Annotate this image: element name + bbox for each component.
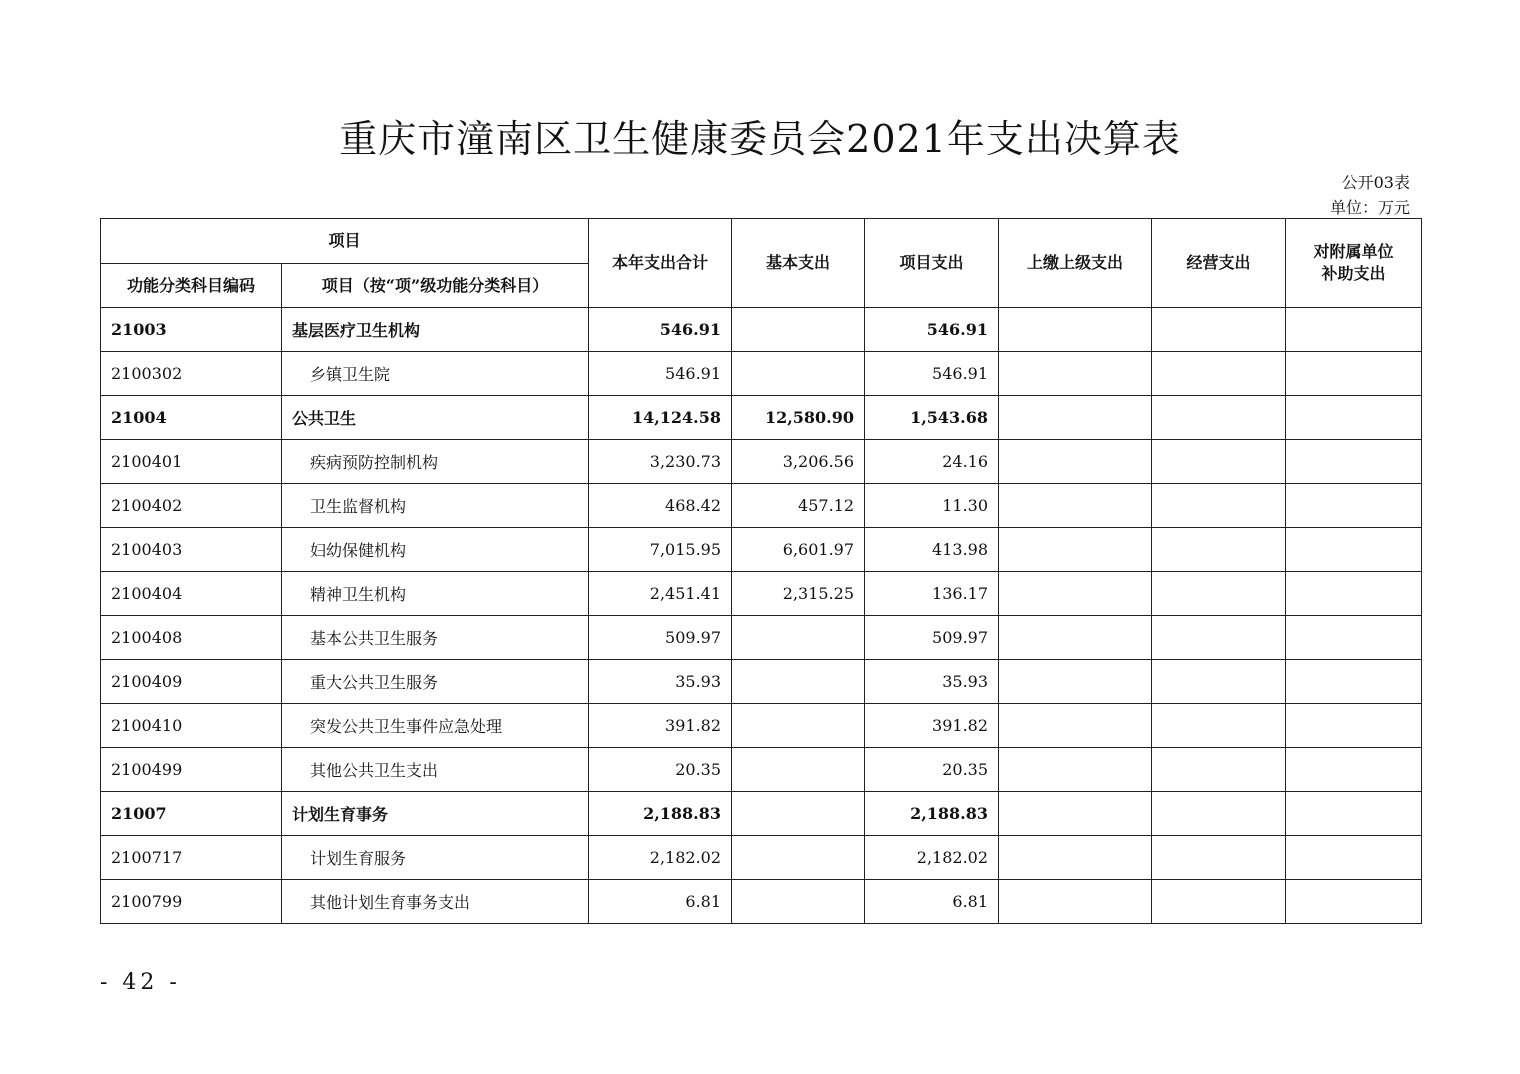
- cell-project: 35.93: [865, 660, 999, 704]
- cell-total: 3,230.73: [589, 440, 732, 484]
- cell-upper: [999, 704, 1152, 748]
- table-row: [101, 440, 1422, 484]
- cell-project: 2,188.83: [865, 792, 999, 836]
- cell-business: [1152, 484, 1286, 528]
- cell-name: 突发公共卫生事件应急处理: [282, 704, 589, 748]
- cell-business: [1152, 308, 1286, 352]
- cell-business: [1152, 616, 1286, 660]
- unit-label: 单位：万元: [1329, 198, 1410, 217]
- table-body: [101, 308, 1422, 924]
- cell-name: 疾病预防控制机构: [282, 440, 589, 484]
- cell-code: 2100402: [101, 484, 282, 528]
- header-project: 项目: [101, 219, 589, 264]
- cell-code: 2100799: [101, 880, 282, 924]
- cell-basic: 3,206.56: [732, 440, 865, 484]
- header-subsidy-line2: 补助支出: [1321, 264, 1386, 283]
- cell-project: 413.98: [865, 528, 999, 572]
- cell-name: 基层医疗卫生机构: [282, 308, 589, 352]
- cell-business: [1152, 528, 1286, 572]
- cell-name: 卫生监督机构: [282, 484, 589, 528]
- cell-subsidy: [1286, 880, 1422, 924]
- cell-project: 11.30: [865, 484, 999, 528]
- cell-basic: 457.12: [732, 484, 865, 528]
- cell-business: [1152, 660, 1286, 704]
- cell-basic: [732, 792, 865, 836]
- cell-total: 7,015.95: [589, 528, 732, 572]
- header-basic: 基本支出: [732, 219, 865, 308]
- table-row: [101, 748, 1422, 792]
- cell-subsidy: [1286, 792, 1422, 836]
- cell-project: 20.35: [865, 748, 999, 792]
- table-row: [101, 352, 1422, 396]
- cell-name: 计划生育事务: [282, 792, 589, 836]
- cell-business: [1152, 352, 1286, 396]
- cell-subsidy: [1286, 352, 1422, 396]
- cell-project: 6.81: [865, 880, 999, 924]
- cell-code: 2100410: [101, 704, 282, 748]
- cell-business: [1152, 396, 1286, 440]
- cell-total: 468.42: [589, 484, 732, 528]
- cell-subsidy: [1286, 660, 1422, 704]
- table-row: [101, 792, 1422, 836]
- table-row: [101, 308, 1422, 352]
- cell-name: 其他公共卫生支出: [282, 748, 589, 792]
- cell-project: 1,543.68: [865, 396, 999, 440]
- cell-name: 计划生育服务: [282, 836, 589, 880]
- cell-basic: 12,580.90: [732, 396, 865, 440]
- cell-upper: [999, 792, 1152, 836]
- cell-basic: 6,601.97: [732, 528, 865, 572]
- cell-code: 2100302: [101, 352, 282, 396]
- table-row: [101, 704, 1422, 748]
- header-total: 本年支出合计: [589, 219, 732, 308]
- cell-code: 2100409: [101, 660, 282, 704]
- cell-name: 其他计划生育事务支出: [282, 880, 589, 924]
- cell-name: 公共卫生: [282, 396, 589, 440]
- cell-upper: [999, 440, 1152, 484]
- cell-subsidy: [1286, 396, 1422, 440]
- cell-business: [1152, 572, 1286, 616]
- cell-basic: [732, 660, 865, 704]
- cell-code: 2100499: [101, 748, 282, 792]
- cell-project: 136.17: [865, 572, 999, 616]
- header-subsidy-line1: 对附属单位: [1313, 242, 1394, 261]
- cell-upper: [999, 572, 1152, 616]
- cell-code: 2100403: [101, 528, 282, 572]
- cell-project: 2,182.02: [865, 836, 999, 880]
- cell-upper: [999, 660, 1152, 704]
- cell-business: [1152, 792, 1286, 836]
- cell-total: 14,124.58: [589, 396, 732, 440]
- cell-code: 21007: [101, 792, 282, 836]
- cell-code: 21004: [101, 396, 282, 440]
- header-subsidy: [1286, 219, 1422, 308]
- table-row: [101, 484, 1422, 528]
- cell-basic: [732, 748, 865, 792]
- cell-subsidy: [1286, 440, 1422, 484]
- cell-subsidy: [1286, 748, 1422, 792]
- cell-name: 基本公共卫生服务: [282, 616, 589, 660]
- cell-basic: [732, 616, 865, 660]
- cell-upper: [999, 616, 1152, 660]
- cell-business: [1152, 704, 1286, 748]
- cell-project: 546.91: [865, 308, 999, 352]
- cell-total: 2,182.02: [589, 836, 732, 880]
- cell-subsidy: [1286, 528, 1422, 572]
- cell-basic: [732, 704, 865, 748]
- expenditure-table: [100, 218, 1422, 924]
- cell-subsidy: [1286, 836, 1422, 880]
- cell-upper: [999, 396, 1152, 440]
- cell-total: 509.97: [589, 616, 732, 660]
- cell-subsidy: [1286, 572, 1422, 616]
- cell-basic: 2,315.25: [732, 572, 865, 616]
- cell-project: 546.91: [865, 352, 999, 396]
- table-row: [101, 880, 1422, 924]
- cell-total: 20.35: [589, 748, 732, 792]
- cell-subsidy: [1286, 616, 1422, 660]
- cell-total: 6.81: [589, 880, 732, 924]
- cell-business: [1152, 836, 1286, 880]
- cell-upper: [999, 308, 1152, 352]
- cell-code: 21003: [101, 308, 282, 352]
- cell-basic: [732, 880, 865, 924]
- header-business: 经营支出: [1152, 219, 1286, 308]
- cell-total: 2,188.83: [589, 792, 732, 836]
- header-code: 功能分类科目编码: [101, 264, 282, 308]
- cell-total: 546.91: [589, 308, 732, 352]
- cell-basic: [732, 308, 865, 352]
- header-project-expenditure: 项目支出: [865, 219, 999, 308]
- cell-total: 2,451.41: [589, 572, 732, 616]
- cell-business: [1152, 748, 1286, 792]
- table-row: [101, 528, 1422, 572]
- form-number: 公开03表: [1341, 173, 1410, 192]
- cell-code: 2100404: [101, 572, 282, 616]
- cell-total: 35.93: [589, 660, 732, 704]
- table-row: [101, 660, 1422, 704]
- table-row: [101, 616, 1422, 660]
- header-name: 项目（按“项”级功能分类科目）: [282, 264, 589, 308]
- cell-upper: [999, 352, 1152, 396]
- cell-project: 24.16: [865, 440, 999, 484]
- cell-name: 精神卫生机构: [282, 572, 589, 616]
- table-row: [101, 396, 1422, 440]
- cell-upper: [999, 484, 1152, 528]
- cell-subsidy: [1286, 484, 1422, 528]
- cell-name: 妇幼保健机构: [282, 528, 589, 572]
- cell-upper: [999, 748, 1152, 792]
- table-row: [101, 836, 1422, 880]
- page-title: 重庆市潼南区卫生健康委员会2021年支出决算表: [339, 117, 1181, 161]
- cell-business: [1152, 440, 1286, 484]
- cell-business: [1152, 880, 1286, 924]
- header-upper-payment: 上缴上级支出: [999, 219, 1152, 308]
- cell-project: 509.97: [865, 616, 999, 660]
- cell-upper: [999, 528, 1152, 572]
- cell-total: 391.82: [589, 704, 732, 748]
- cell-basic: [732, 836, 865, 880]
- cell-name: 重大公共卫生服务: [282, 660, 589, 704]
- cell-upper: [999, 880, 1152, 924]
- cell-upper: [999, 836, 1152, 880]
- cell-subsidy: [1286, 704, 1422, 748]
- cell-name: 乡镇卫生院: [282, 352, 589, 396]
- cell-code: 2100401: [101, 440, 282, 484]
- table-row: [101, 572, 1422, 616]
- cell-total: 546.91: [589, 352, 732, 396]
- cell-code: 2100717: [101, 836, 282, 880]
- page-number: - 42 -: [100, 970, 181, 995]
- cell-code: 2100408: [101, 616, 282, 660]
- cell-subsidy: [1286, 308, 1422, 352]
- cell-basic: [732, 352, 865, 396]
- cell-project: 391.82: [865, 704, 999, 748]
